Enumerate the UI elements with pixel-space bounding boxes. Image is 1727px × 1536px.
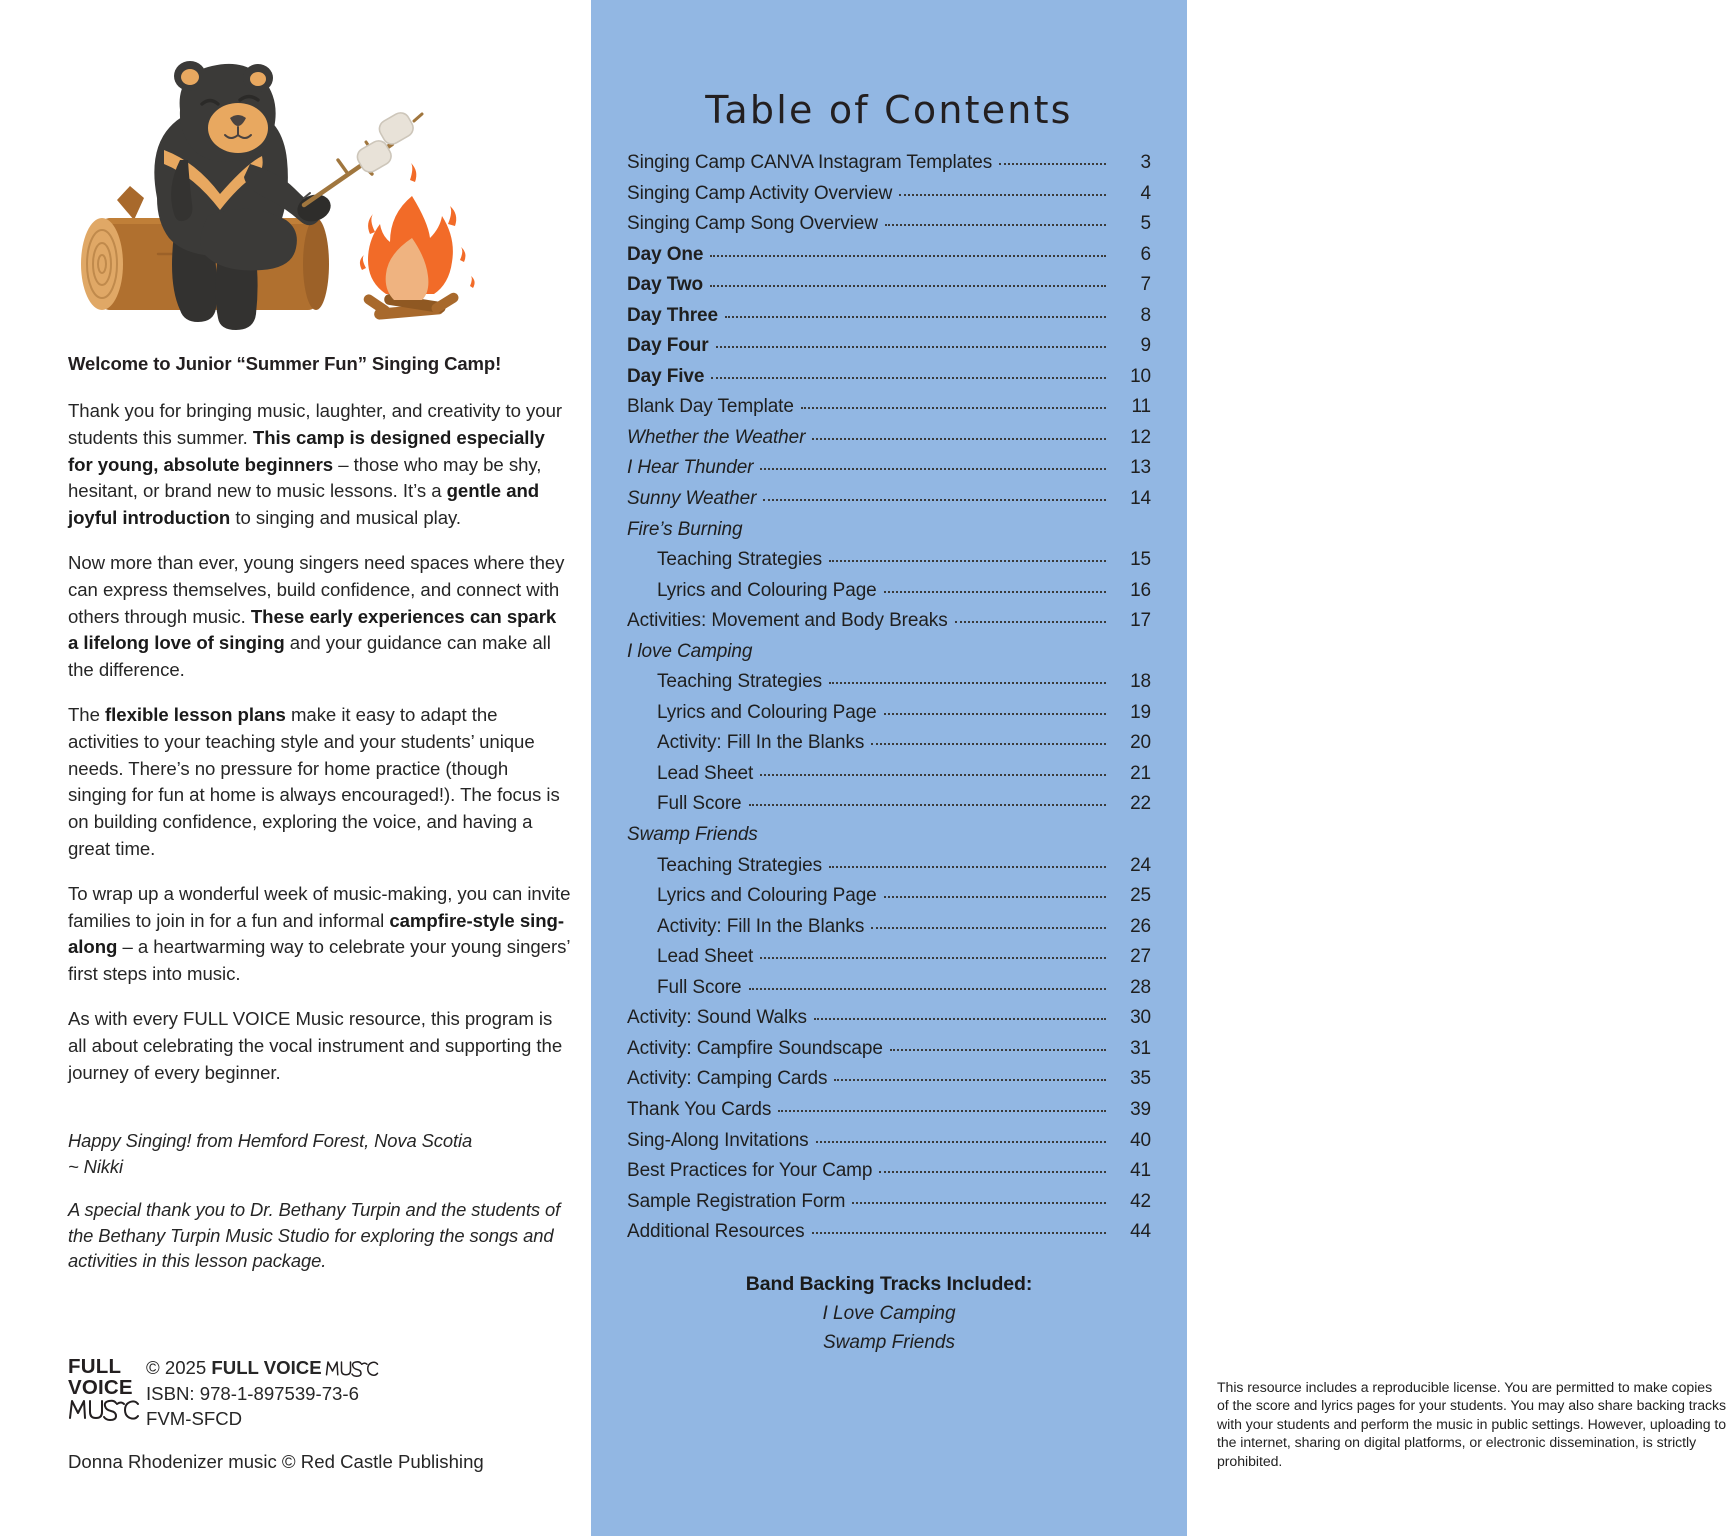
page-title: Welcome to Junior “Summer Fun” Singing Camp! xyxy=(68,353,502,374)
toc-entry-page-number: 5 xyxy=(1140,213,1151,235)
table-of-contents-panel xyxy=(591,0,1727,1536)
toc-entry[interactable] xyxy=(627,274,1151,305)
toc-entry-page-number: 16 xyxy=(1130,579,1151,601)
toc-entry[interactable] xyxy=(627,580,1151,611)
toc-entry-label: Teaching Strategies xyxy=(657,671,822,693)
toc-entry-label: Blank Day Template xyxy=(627,396,794,418)
toc-entry[interactable] xyxy=(627,671,1151,702)
toc-entry-page-number: 41 xyxy=(1130,1160,1151,1182)
toc-leader-dots xyxy=(829,682,1106,684)
toc-entry-label: Lead Sheet xyxy=(657,762,754,784)
toc-entry[interactable] xyxy=(627,1221,1151,1252)
toc-entry[interactable] xyxy=(627,641,1151,672)
toc-entry-page-number: 14 xyxy=(1130,488,1151,510)
sku-line: FVM-SFCD xyxy=(146,1408,243,1429)
toc-entry[interactable] xyxy=(627,1130,1151,1161)
toc-entry-label: Day Five xyxy=(627,365,705,387)
toc-leader-dots xyxy=(812,1232,1106,1234)
toc-entry[interactable] xyxy=(627,152,1151,183)
toc-entry[interactable] xyxy=(627,427,1151,458)
toc-entry-page-number: 22 xyxy=(1130,793,1151,815)
toc-entry-page-number: 44 xyxy=(1130,1221,1151,1243)
body-paragraph: To wrap up a wonderful week of music-making, you can invite families to join in for a fun and informal campfire-style sing-along – a heartwarming way to celebrate your young singers’ first steps into music. xyxy=(68,882,571,985)
toc-entry-label: Lyrics and Colouring Page xyxy=(657,885,877,907)
toc-entry-page-number: 30 xyxy=(1130,1007,1151,1029)
toc-entry[interactable] xyxy=(627,488,1151,519)
toc-entry-label: Teaching Strategies xyxy=(657,549,822,571)
track-item: Swamp Friends xyxy=(823,1332,955,1353)
track-item: I Love Camping xyxy=(822,1303,956,1324)
toc-leader-dots xyxy=(816,1141,1106,1143)
toc-leader-dots xyxy=(884,591,1106,593)
toc-entry-label: Day Three xyxy=(627,304,718,326)
toc-entry-page-number: 8 xyxy=(1140,304,1151,326)
toc-leader-dots xyxy=(829,560,1106,562)
toc-entry[interactable] xyxy=(627,549,1151,580)
toc-leader-dots xyxy=(710,255,1106,257)
toc-entry[interactable] xyxy=(627,702,1151,733)
toc-entry-label: Activity: Campfire Soundscape xyxy=(627,1037,883,1059)
toc-leader-dots xyxy=(879,1171,1106,1173)
toc-entry[interactable] xyxy=(627,183,1151,214)
toc-entry-label: Activity: Sound Walks xyxy=(627,1007,807,1029)
toc-entry-page-number: 42 xyxy=(1130,1190,1151,1212)
toc-leader-dots xyxy=(814,1018,1106,1020)
campfire xyxy=(360,163,475,320)
marshmallow-stick xyxy=(304,110,422,205)
logo-line-full: FULL xyxy=(68,1355,122,1378)
toc-leader-dots xyxy=(725,316,1106,318)
body-paragraph: As with every FULL VOICE Music resource, this program is all about celebrating the vocal instrument and supporting the journey of every beginner. xyxy=(68,1007,563,1083)
toc-leader-dots xyxy=(999,163,1106,165)
toc-entry[interactable] xyxy=(627,763,1151,794)
toc-entry-label: Activities: Movement and Body Breaks xyxy=(627,610,948,632)
toc-entry-label: Thank You Cards xyxy=(627,1098,772,1120)
toc-entry-page-number: 6 xyxy=(1140,243,1151,265)
copyright-line xyxy=(146,1355,380,1381)
toc-entry[interactable] xyxy=(627,977,1151,1008)
toc-leader-dots xyxy=(885,224,1106,226)
toc-leader-dots xyxy=(711,377,1106,379)
toc-entry-page-number: 26 xyxy=(1130,915,1151,937)
toc-entry-label: Full Score xyxy=(657,793,742,815)
toc-entry-page-number: 18 xyxy=(1130,671,1151,693)
license-notice xyxy=(1217,1378,1727,1470)
toc-entry-label: Best Practices for Your Camp xyxy=(627,1160,873,1182)
toc-entry-page-number: 7 xyxy=(1140,274,1151,296)
toc-entry-label: Day Four xyxy=(627,335,709,357)
toc-entry-label: I love Camping xyxy=(627,640,753,662)
toc-entry-label: Sunny Weather xyxy=(627,488,757,510)
toc-leader-dots xyxy=(749,804,1106,806)
music-script-icon xyxy=(324,1359,380,1377)
toc-entry[interactable] xyxy=(627,732,1151,763)
toc-entry-page-number: 4 xyxy=(1140,182,1151,204)
toc-entry-page-number: 19 xyxy=(1130,701,1151,723)
toc-entry-label: Activity: Camping Cards xyxy=(627,1068,828,1090)
toc-entry-page-number: 3 xyxy=(1140,152,1151,173)
toc-list xyxy=(627,152,1151,1252)
toc-entry[interactable] xyxy=(627,793,1151,824)
toc-entry-label: Singing Camp Activity Overview xyxy=(627,182,893,204)
toc-entry[interactable] xyxy=(627,610,1151,641)
toc-leader-dots xyxy=(852,1202,1106,1204)
publisher-line: Donna Rhodenizer music © Red Castle Publishing xyxy=(68,1450,484,1472)
toc-entry-label: Day Two xyxy=(627,274,704,296)
tracks-heading: Band Backing Tracks Included: xyxy=(745,1273,1033,1295)
toc-entry-label: Additional Resources xyxy=(627,1221,805,1243)
toc-entry[interactable] xyxy=(627,519,1151,550)
toc-entry[interactable] xyxy=(627,1160,1151,1191)
toc-entry-page-number: 31 xyxy=(1130,1037,1151,1059)
toc-entry-label: Sample Registration Form xyxy=(627,1190,846,1212)
signature-paragraph: A special thank you to Dr. Bethany Turpin and the students of the Bethany Turpin Music Studio for exploring the songs and activities in this lesson package. xyxy=(68,1199,561,1271)
toc-entry-label: Activity: Fill In the Blanks xyxy=(657,732,865,754)
colophon xyxy=(68,1355,578,1474)
toc-entry[interactable] xyxy=(627,213,1151,244)
toc-entry-page-number: 40 xyxy=(1130,1129,1151,1151)
toc-leader-dots xyxy=(899,194,1106,196)
toc-entry[interactable] xyxy=(627,335,1151,366)
toc-entry-label: Full Score xyxy=(657,976,742,998)
license-text: This resource includes a reproducible license. You are permitted to make copies of the score and lyrics pages for your students. You may also share backing tracks with your students and perform the music in public settings. However, uploading to the internet, sharing on digital platforms, or electronic dissemination, is strictly prohibited. xyxy=(1217,1379,1727,1469)
toc-leader-dots xyxy=(955,621,1106,623)
copyright-prefix: © 2025 xyxy=(146,1357,212,1378)
toc-entry-label: Whether the Weather xyxy=(627,426,806,448)
left-column xyxy=(0,0,591,1536)
body-paragraph: The flexible lesson plans make it easy to adapt the activities to your teaching style and your students’ unique needs. There’s no pressure for home practice (though singing for fun at home is always encouraged!). The focus is on building confidence, exploring the voice, and having a great time. xyxy=(68,703,560,859)
toc-entry-page-number: 21 xyxy=(1130,762,1151,784)
toc-entry-label: Fire’s Burning xyxy=(627,518,743,540)
full-voice-music-logo xyxy=(68,1355,142,1421)
isbn-line: ISBN: 978-1-897539-73-6 xyxy=(146,1382,359,1404)
toc-entry-label: Lyrics and Colouring Page xyxy=(657,701,877,723)
toc-leader-dots xyxy=(812,438,1106,440)
toc-leader-dots xyxy=(884,896,1106,898)
toc-leader-dots xyxy=(716,346,1106,348)
band-backing-tracks xyxy=(591,1273,1187,1354)
welcome-body-text xyxy=(68,398,571,1104)
toc-leader-dots xyxy=(890,1049,1106,1051)
toc-leader-dots xyxy=(760,774,1106,776)
toc-leader-dots xyxy=(871,927,1106,929)
toc-entry-page-number: 10 xyxy=(1130,365,1151,387)
toc-leader-dots xyxy=(871,743,1106,745)
toc-entry-page-number: 24 xyxy=(1130,854,1151,876)
toc-entry-label: Sing-Along Invitations xyxy=(627,1129,809,1151)
copyright-brand: FULL VOICE xyxy=(211,1357,322,1378)
toc-entry-label: Activity: Fill In the Blanks xyxy=(657,915,865,937)
bear-campfire-illustration xyxy=(62,48,492,338)
toc-entry[interactable] xyxy=(627,366,1151,397)
toc-entry-page-number: 9 xyxy=(1140,335,1151,357)
toc-entry-label: Singing Camp Song Overview xyxy=(627,213,878,235)
toc-leader-dots xyxy=(801,407,1106,409)
toc-leader-dots xyxy=(760,468,1106,470)
toc-entry-page-number: 17 xyxy=(1130,610,1151,632)
toc-entry[interactable] xyxy=(627,457,1151,488)
logo-line-voice: VOICE xyxy=(68,1376,133,1399)
toc-leader-dots xyxy=(710,285,1106,287)
signature-paragraph: Happy Singing! from Hemford Forest, Nova Scotia ~ Nikki xyxy=(68,1130,473,1177)
toc-entry[interactable] xyxy=(627,1007,1151,1038)
toc-leader-dots xyxy=(778,1110,1106,1112)
toc-entry[interactable] xyxy=(627,916,1151,947)
toc-entry-page-number: 12 xyxy=(1130,426,1151,448)
toc-entry[interactable] xyxy=(627,855,1151,886)
toc-entry-page-number: 20 xyxy=(1130,732,1151,754)
toc-entry-label: I Hear Thunder xyxy=(627,457,754,479)
signature-block xyxy=(68,1128,578,1292)
toc-leader-dots xyxy=(834,1079,1106,1081)
toc-entry-label: Lead Sheet xyxy=(657,946,754,968)
toc-entry-page-number: 27 xyxy=(1130,946,1151,968)
tracks-items xyxy=(591,1303,1187,1354)
toc-leader-dots xyxy=(829,866,1106,868)
toc-entry-page-number: 25 xyxy=(1130,885,1151,907)
logo-line-music-script xyxy=(68,1397,142,1421)
toc-entry-label: Lyrics and Colouring Page xyxy=(657,579,877,601)
toc-entry-page-number: 11 xyxy=(1131,396,1151,418)
toc-entry[interactable] xyxy=(627,305,1151,336)
toc-entry[interactable] xyxy=(627,396,1151,427)
toc-entry[interactable] xyxy=(627,885,1151,916)
toc-leader-dots xyxy=(884,713,1106,715)
body-paragraph: Thank you for bringing music, laughter, and creativity to your students this summer. This camp is designed especially for young, absolute beginners – those who may be shy, hesitant, or brand new to music lessons. It’s a gentle and joyful introduction to singing and musical play. xyxy=(68,400,563,529)
toc-entry[interactable] xyxy=(627,1191,1151,1222)
toc-entry-page-number: 28 xyxy=(1130,976,1151,998)
toc-entry[interactable] xyxy=(627,1099,1151,1130)
toc-entry-label: Teaching Strategies xyxy=(657,854,822,876)
toc-entry-page-number: 15 xyxy=(1130,549,1151,571)
toc-entry[interactable] xyxy=(627,824,1151,855)
toc-entry-page-number: 35 xyxy=(1130,1068,1151,1090)
toc-entry[interactable] xyxy=(627,244,1151,275)
toc-entry-label: Swamp Friends xyxy=(627,824,758,846)
toc-entry-label: Day One xyxy=(627,243,704,265)
toc-entry-label: Singing Camp CANVA Instagram Templates xyxy=(627,152,993,173)
toc-leader-dots xyxy=(749,988,1106,990)
toc-leader-dots xyxy=(760,957,1106,959)
toc-title: Table of Contents xyxy=(705,88,1073,132)
toc-entry[interactable] xyxy=(627,946,1151,977)
toc-entry[interactable] xyxy=(627,1038,1151,1069)
toc-entry[interactable] xyxy=(627,1068,1151,1099)
toc-entry-page-number: 13 xyxy=(1130,457,1151,479)
body-paragraph: Now more than ever, young singers need spaces where they can express themselves, build confidence, and connect with others through music. These early experiences can spark a lifelong love of singing and your guidance can make all the difference. xyxy=(68,551,565,681)
toc-leader-dots xyxy=(763,499,1106,501)
toc-entry-page-number: 39 xyxy=(1130,1098,1151,1120)
